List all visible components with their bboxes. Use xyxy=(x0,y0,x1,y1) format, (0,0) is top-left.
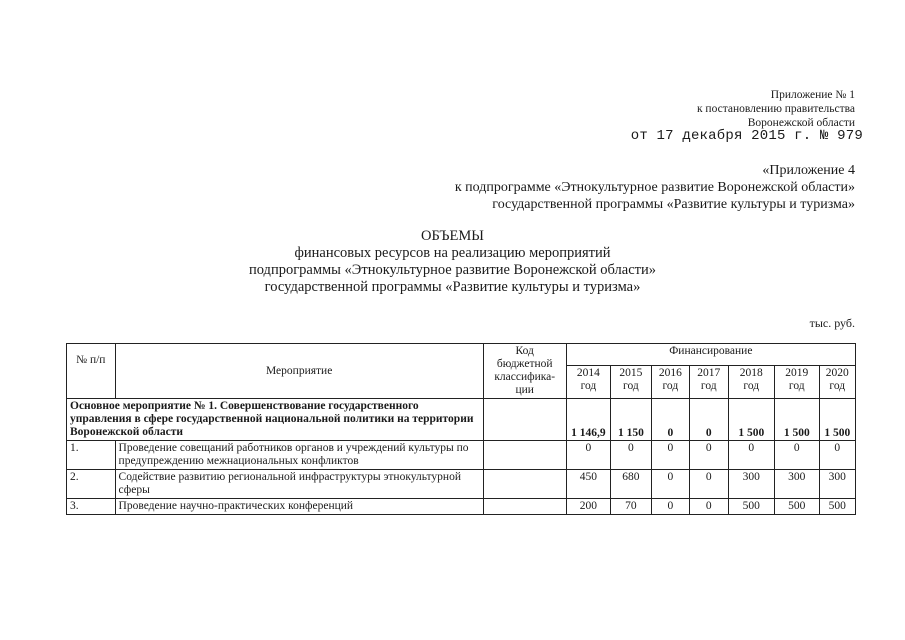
annex4-line-2: к подпрограмме «Этнокультурное развитие Воронежской области» xyxy=(454,180,855,195)
header-event: Мероприятие xyxy=(115,344,483,399)
row-event: Содействие развитию региональной инфраструктуры этнокультурной сферы xyxy=(115,470,483,499)
row-value: 300 xyxy=(819,470,855,499)
annex-line-2: к постановлению правительства xyxy=(696,103,855,115)
main-activity-value: 1 500 xyxy=(819,399,855,441)
annex-line-3: Воронежской области xyxy=(747,117,855,129)
row-number: 1. xyxy=(67,441,116,470)
row-value: 450 xyxy=(566,470,611,499)
header-code: Код бюджетной классифика-ции xyxy=(483,344,566,399)
row-value: 500 xyxy=(819,499,855,515)
row-code xyxy=(483,441,566,470)
row-value: 0 xyxy=(690,499,728,515)
units-label: тыс. руб. xyxy=(809,316,855,330)
table-row xyxy=(67,441,856,470)
table-row xyxy=(67,499,856,515)
row-event: Проведение научно-практических конференций xyxy=(115,499,483,515)
row-event: Проведение совещаний работников органов и учреждений культуры по предупреждению межнациональных конфликтов xyxy=(115,441,483,470)
decree-date: от 17 декабря 2015 г. № 979 xyxy=(630,128,863,144)
annex-line-1: Приложение № 1 xyxy=(770,89,855,101)
row-value: 0 xyxy=(651,499,689,515)
row-number: 3. xyxy=(67,499,116,515)
main-activity-title: Основное мероприятие № 1. Совершенствование государственного управления в сфере государственной национальной политики на территории Воронежской области xyxy=(67,399,484,441)
table-row xyxy=(67,470,856,499)
header-year: 2019 год xyxy=(775,366,820,399)
row-value: 500 xyxy=(728,499,775,515)
financing-table xyxy=(66,343,856,515)
header-year: 2020 год xyxy=(819,366,855,399)
row-value: 0 xyxy=(728,441,775,470)
row-value: 0 xyxy=(611,441,651,470)
row-value: 70 xyxy=(611,499,651,515)
row-code xyxy=(483,499,566,515)
document-title xyxy=(0,228,905,296)
main-activity-row xyxy=(67,399,856,441)
row-code xyxy=(483,470,566,499)
header-year: 2018 год xyxy=(728,366,775,399)
main-activity-value: 1 146,9 xyxy=(566,399,611,441)
main-activity-value: 0 xyxy=(651,399,689,441)
header-year: 2015 год xyxy=(611,366,651,399)
row-value: 300 xyxy=(728,470,775,499)
row-value: 0 xyxy=(651,470,689,499)
row-value: 300 xyxy=(775,470,820,499)
row-value: 200 xyxy=(566,499,611,515)
row-value: 0 xyxy=(566,441,611,470)
title-line-3: подпрограммы «Этнокультурное развитие Воронежской области» xyxy=(248,262,657,278)
header-financing: Финансирование xyxy=(566,344,855,366)
row-value: 0 xyxy=(651,441,689,470)
row-value: 0 xyxy=(775,441,820,470)
row-value: 680 xyxy=(611,470,651,499)
main-activity-value: 0 xyxy=(690,399,728,441)
annex4-header xyxy=(455,162,855,213)
header-year: 2016 год xyxy=(651,366,689,399)
main-activity-value: 1 500 xyxy=(775,399,820,441)
title-line-1: ОБЪЕМЫ xyxy=(421,228,484,244)
header-num: № п/п xyxy=(67,344,116,399)
title-line-4: государственной программы «Развитие культуры и туризма» xyxy=(264,279,641,295)
row-value: 500 xyxy=(775,499,820,515)
header-year: 2014 год xyxy=(566,366,611,399)
annex4-line-1: «Приложение 4 xyxy=(762,163,855,178)
header-year: 2017 год xyxy=(690,366,728,399)
main-activity-value: 1 150 xyxy=(611,399,651,441)
main-activity-value: 1 500 xyxy=(728,399,775,441)
row-number: 2. xyxy=(67,470,116,499)
row-value: 0 xyxy=(819,441,855,470)
main-activity-code xyxy=(483,399,566,441)
annex4-line-3: государственной программы «Развитие культуры и туризма» xyxy=(492,197,855,212)
annex-header xyxy=(697,88,855,130)
row-value: 0 xyxy=(690,441,728,470)
title-line-2: финансовых ресурсов на реализацию мероприятий xyxy=(294,245,611,261)
row-value: 0 xyxy=(690,470,728,499)
